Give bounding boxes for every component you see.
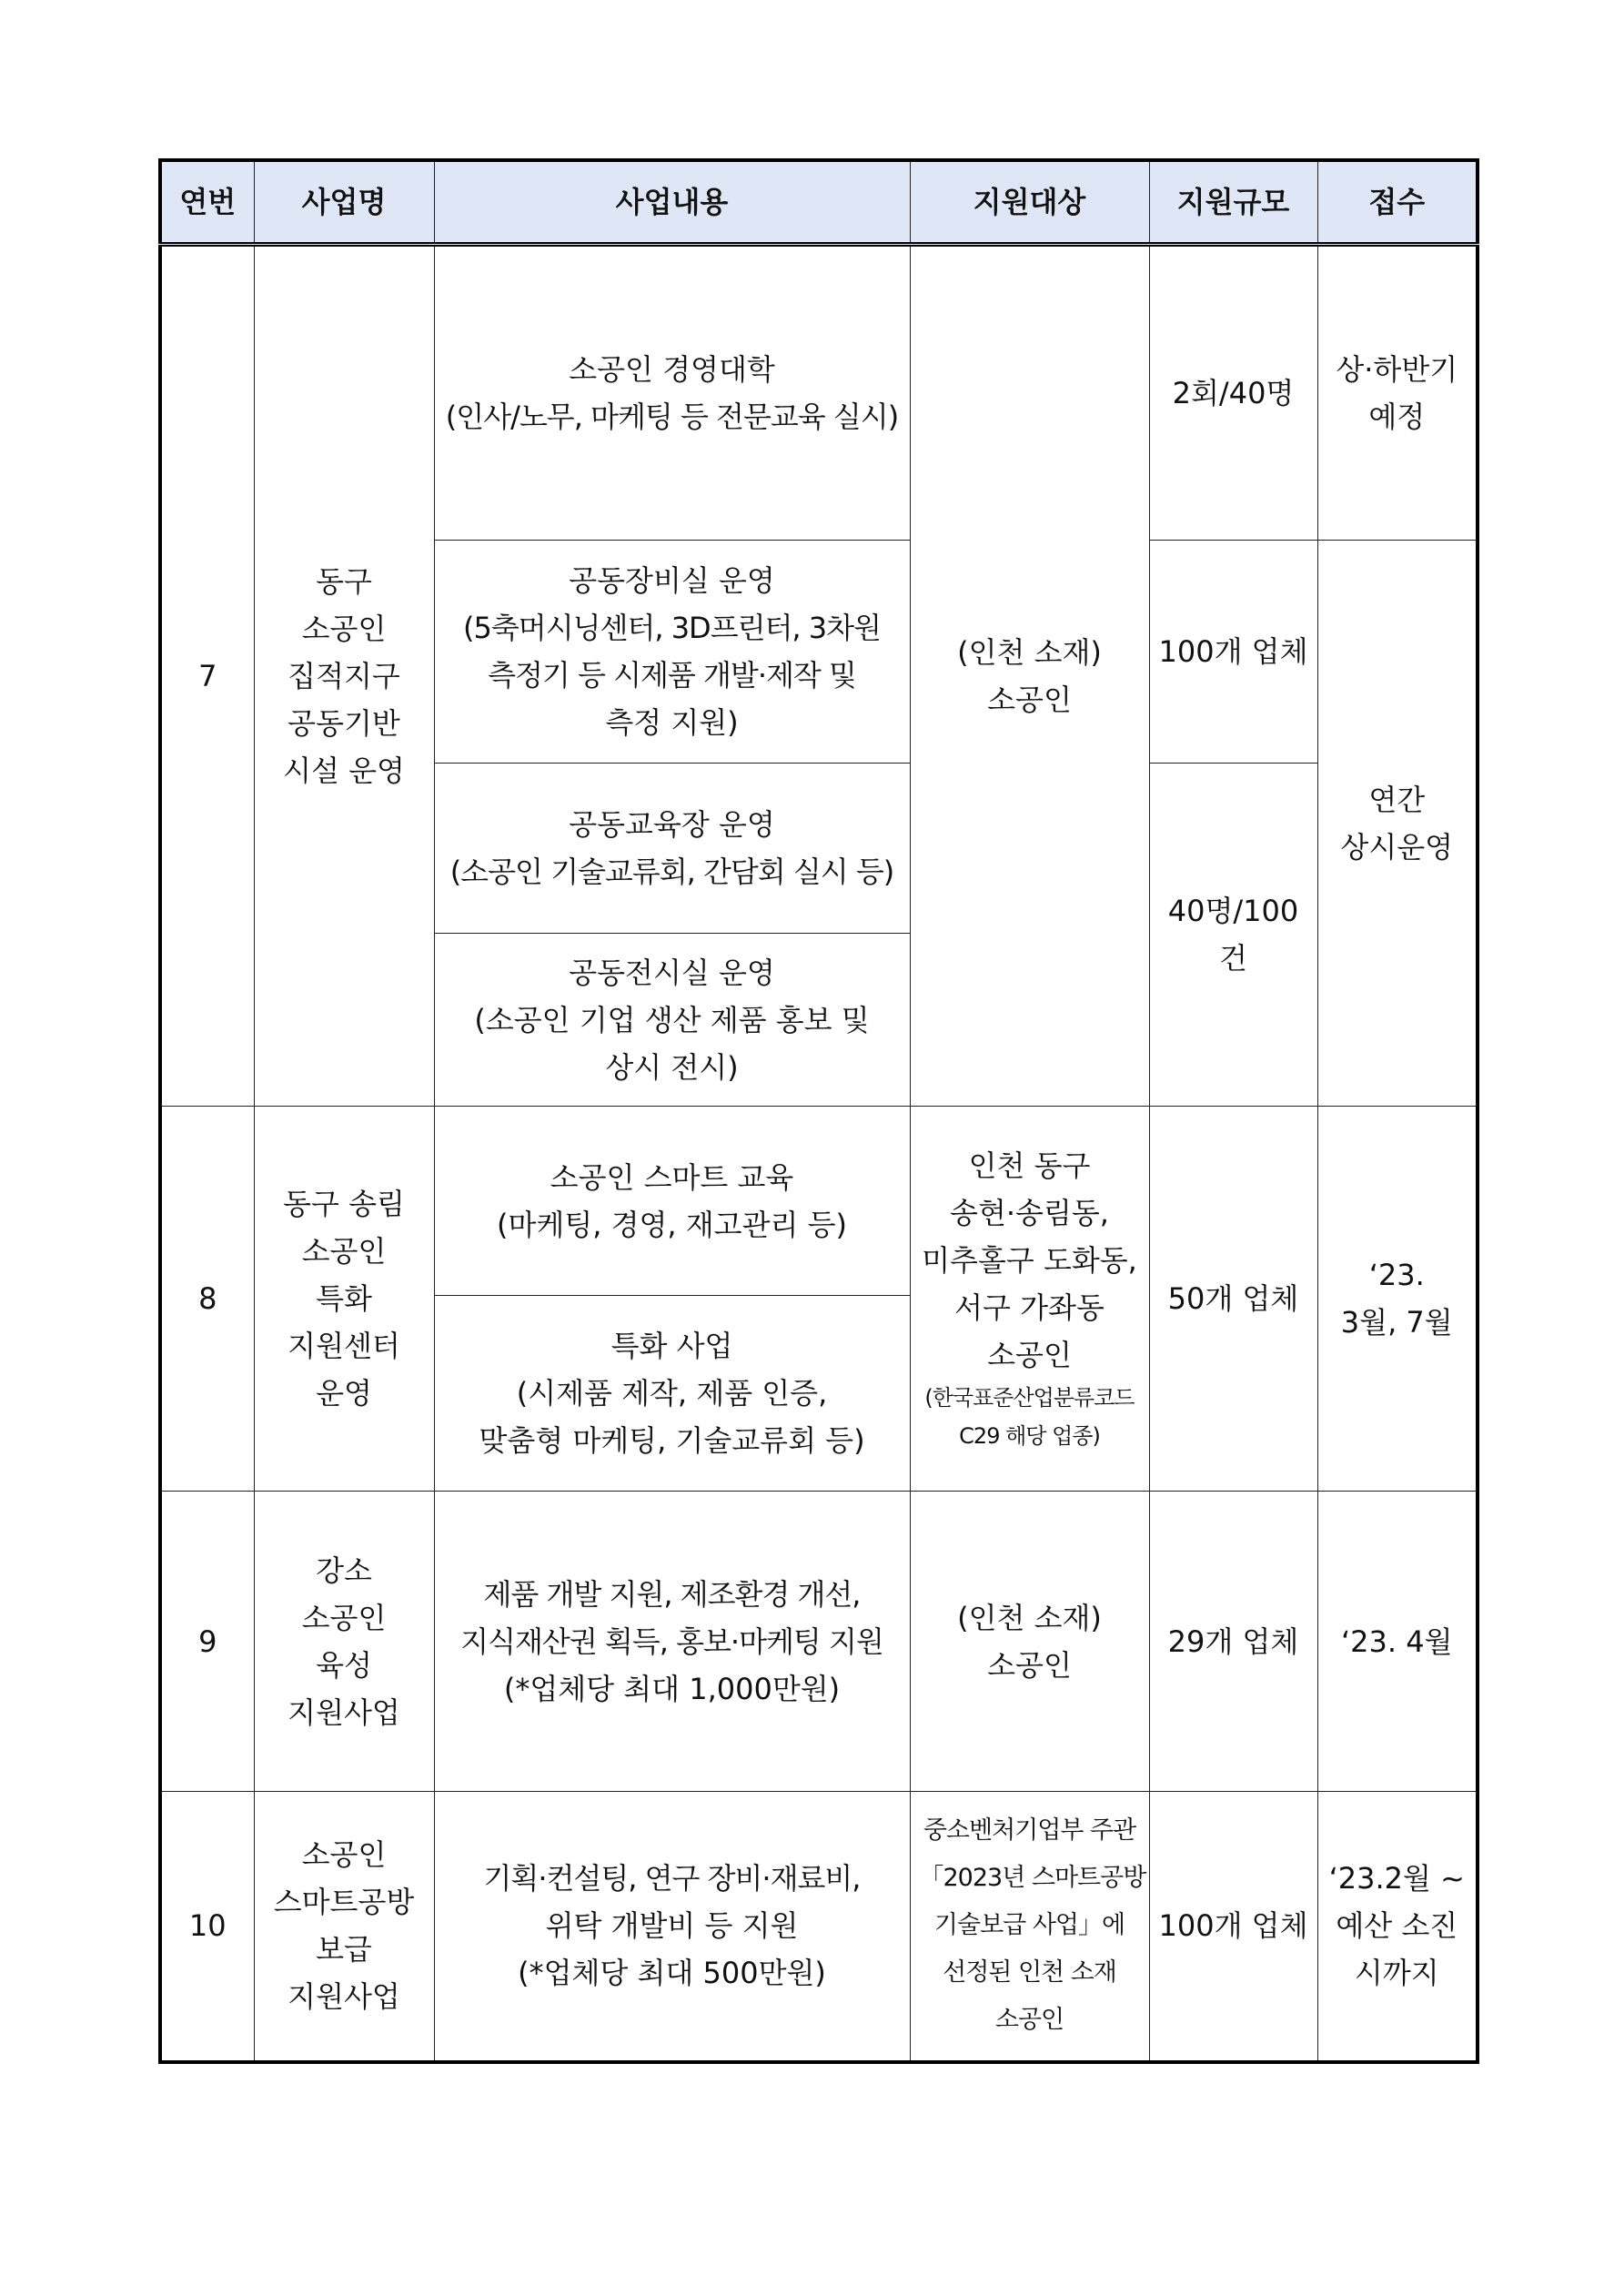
program-content: 공동장비실 운영 (5축머시닝센터, 3D프린터, 3차원 측정기 등 시제품 개발·제작 및 측정 지원) [434, 541, 910, 764]
support-program-table [158, 158, 1479, 2064]
receipt-period: ‘23.2월 ~ 예산 소진 시까지 [1317, 1792, 1478, 2062]
table-row [160, 1107, 1478, 1296]
header-program-content: 사업내용 [434, 160, 910, 245]
support-scale: 2회/40명 [1149, 245, 1317, 541]
support-target: 중소벤처기업부 주관 「2023년 스마트공방 기술보급 사업」에 선정된 인천 소재 소공인 [910, 1792, 1149, 2062]
support-target: (인천 소재) 소공인 [910, 1492, 1149, 1792]
header-scale: 지원규모 [1149, 160, 1317, 245]
row-number: 7 [160, 245, 254, 1107]
support-scale: 40명/100건 [1149, 764, 1317, 1107]
support-target: 인천 동구 송현·송림동, 미추홀구 도화동, 서구 가좌동 소공인 (한국표준산업분류코드 C29 해당 업종) [910, 1107, 1149, 1492]
table-header-row [160, 160, 1478, 245]
support-scale: 29개 업체 [1149, 1492, 1317, 1792]
row-number: 10 [160, 1792, 254, 2062]
support-scale: 100개 업체 [1149, 1792, 1317, 2062]
header-receipt: 접수 [1317, 160, 1478, 245]
receipt-period: ‘23. 4월 [1317, 1492, 1478, 1792]
receipt-period: 상·하반기 예정 [1317, 245, 1478, 541]
program-content: 제품 개발 지원, 제조환경 개선, 지식재산권 획득, 홍보·마케팅 지원 (*업체당 최대 1,000만원) [434, 1492, 910, 1792]
receipt-period: 연간 상시운영 [1317, 541, 1478, 1107]
row-number: 8 [160, 1107, 254, 1492]
program-content: 공동교육장 운영 (소공인 기술교류회, 간담회 실시 등) [434, 764, 910, 934]
program-content: 특화 사업 (시제품 제작, 제품 인증, 맞춤형 마케팅, 기술교류회 등) [434, 1296, 910, 1492]
program-name: 소공인 스마트공방 보급 지원사업 [254, 1792, 434, 2062]
header-number: 연번 [160, 160, 254, 245]
table-row [160, 1792, 1478, 2062]
program-content: 공동전시실 운영 (소공인 기업 생산 제품 홍보 및 상시 전시) [434, 934, 910, 1107]
header-program-name: 사업명 [254, 160, 434, 245]
program-content: 소공인 스마트 교육 (마케팅, 경영, 재고관리 등) [434, 1107, 910, 1296]
row-number: 9 [160, 1492, 254, 1792]
support-scale: 100개 업체 [1149, 541, 1317, 764]
support-target: (인천 소재) 소공인 [910, 245, 1149, 1107]
support-scale: 50개 업체 [1149, 1107, 1317, 1492]
program-content: 소공인 경영대학 (인사/노무, 마케팅 등 전문교육 실시) [434, 245, 910, 541]
program-name: 동구 소공인 집적지구 공동기반 시설 운영 [254, 245, 434, 1107]
program-name: 동구 송림 소공인 특화 지원센터 운영 [254, 1107, 434, 1492]
receipt-period: ‘23. 3월, 7월 [1317, 1107, 1478, 1492]
program-name: 강소 소공인 육성 지원사업 [254, 1492, 434, 1792]
program-content: 기획·컨설팅, 연구 장비·재료비, 위탁 개발비 등 지원 (*업체당 최대 500만원) [434, 1792, 910, 2062]
table-row [160, 1492, 1478, 1792]
table-row [160, 245, 1478, 541]
header-target: 지원대상 [910, 160, 1149, 245]
